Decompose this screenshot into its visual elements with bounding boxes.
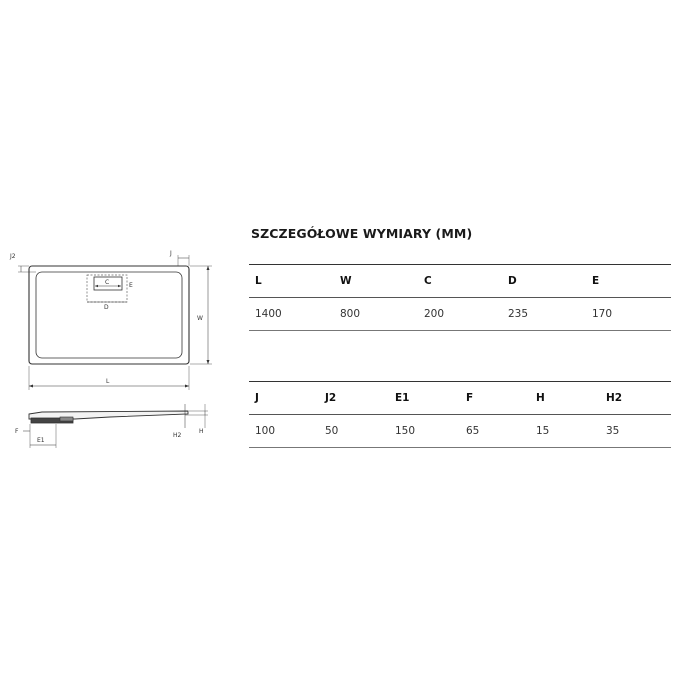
table-rule-bottom [249, 447, 671, 448]
value-f: 65 [466, 425, 480, 437]
table-value-row [249, 298, 671, 330]
value-e1: 150 [395, 425, 416, 437]
table-value-row [249, 415, 671, 447]
label-l: L [106, 378, 110, 385]
tray-side-view [23, 404, 208, 448]
header-h: H [536, 392, 545, 404]
header-j: J [255, 392, 259, 404]
header-c: C [424, 275, 432, 287]
value-j2: 50 [325, 425, 339, 437]
value-h2: 35 [606, 425, 620, 437]
dimensions-title: SZCZEGÓŁOWE WYMIARY (MM) [251, 226, 473, 241]
label-e1: E1 [37, 437, 45, 444]
value-w: 800 [340, 308, 361, 320]
label-j: J [170, 250, 172, 257]
header-f: F [466, 392, 474, 404]
label-c: C [105, 279, 110, 286]
value-d: 235 [508, 308, 529, 320]
header-e1: E1 [395, 392, 410, 404]
header-e: E [592, 275, 600, 287]
label-f: F [15, 428, 19, 435]
label-h: H [199, 428, 204, 435]
value-j: 100 [255, 425, 276, 437]
label-e: E [129, 282, 133, 289]
label-d: D [104, 304, 109, 311]
table-header-row [249, 382, 671, 414]
dimensions-table-1 [249, 264, 671, 331]
label-w: W [197, 315, 203, 322]
header-l: L [255, 275, 262, 287]
label-j2: J2 [10, 253, 16, 260]
header-h2: H2 [606, 392, 623, 404]
table-rule-bottom [249, 330, 671, 331]
value-l: 1400 [255, 308, 282, 320]
label-h2: H2 [173, 432, 182, 439]
value-c: 200 [424, 308, 445, 320]
table-header-row [249, 265, 671, 297]
header-w: W [340, 275, 352, 287]
header-j2: J2 [325, 392, 337, 404]
value-e: 170 [592, 308, 613, 320]
dimensions-table-2 [249, 381, 671, 448]
value-h: 15 [536, 425, 550, 437]
tray-top-view [18, 255, 212, 390]
header-d: D [508, 275, 517, 287]
